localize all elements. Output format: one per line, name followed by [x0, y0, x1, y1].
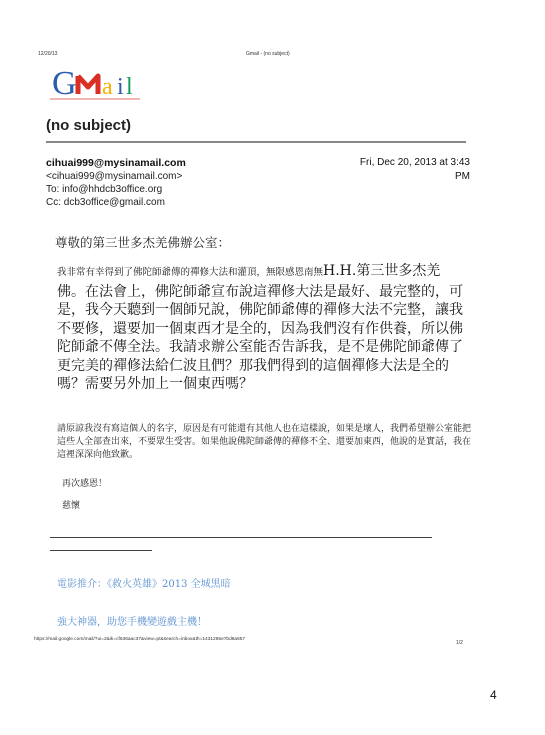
print-date: 12/20/13 — [38, 51, 58, 57]
sender-name: cihuai999@mysinamail.com — [46, 157, 186, 169]
thanks-line: 再次感恩！ — [62, 479, 108, 489]
body-paragraph-1 — [57, 262, 467, 394]
body-paragraph-1-main: H.H.第三世多杰羌佛。在法會上，佛陀師爺宣布說這禪修大法是最好、最完整的，可是，我今天聽到一個師兄說，佛陀師爺傳的禪修大法不完整，讓我不要修，還要加一個東西才是全的，因為我們沒有作供養，所以佛陀師爺不傳全法。我請求辦公室能否告訴我，是不是佛陀師爺傳了更完美的禪修法給仁波且們？那我們得到的這個禪修大法是全的嗎？需要另外加上一個東西嗎？ — [57, 263, 463, 392]
print-url: https://mail.google.com/mail/?ui=2&ik=cf636aac37&view=pt&search=inbox&th=1431265e7bd8a657 — [34, 637, 246, 642]
cc-field: Cc: dcb3office@gmail.com — [46, 197, 165, 208]
email-subject: (no subject) — [46, 117, 131, 134]
greeting: 尊敬的第三世多杰羌佛辦公室： — [55, 235, 231, 250]
svg-text:i: i — [117, 74, 124, 100]
email-date — [330, 156, 470, 184]
print-title: Gmail - (no subject) — [246, 51, 290, 57]
signature-separator-short — [50, 550, 152, 551]
subject-divider — [46, 141, 466, 143]
gmail-logo — [50, 60, 160, 102]
print-page-count: 1/2 — [456, 640, 463, 646]
gmail-logo-g: G — [52, 65, 77, 102]
document-page-number: 4 — [490, 688, 497, 702]
svg-text:a: a — [102, 74, 113, 100]
svg-text:l: l — [126, 74, 133, 100]
promo-link-game[interactable]: 強大神器，助您手機變遊戲主機！ — [57, 617, 207, 628]
promo-link-movie[interactable]: 電影推介：《救火英雄》2013 全城黑暗 — [57, 579, 231, 590]
email-date-line2: PM — [455, 171, 470, 182]
sender-address: <cihuai999@mysinamail.com> — [46, 171, 183, 182]
to-field: To: info@hhdcb3office.org — [46, 184, 163, 195]
signature: 慈懷 — [62, 501, 81, 511]
email-date-line1: Fri, Dec 20, 2013 at 3:43 — [359, 157, 470, 168]
signature-separator — [50, 537, 432, 538]
body-paragraph-2: 請原諒我沒有寫這個人的名字，原因是有可能還有其他人也在這樣說，如果是壞人，我們希望辦公室能把這些人全部查出來，不要眾生受害。如果他說佛陀師爺傳的禪修不全、還要加東西，他說的是實話，我在這裡深深向他致歉。 — [57, 424, 472, 460]
body-paragraph-1-intro: 我非常有幸得到了佛陀師爺傳的禪修大法和灌頂，無限感恩南無 — [57, 267, 324, 278]
